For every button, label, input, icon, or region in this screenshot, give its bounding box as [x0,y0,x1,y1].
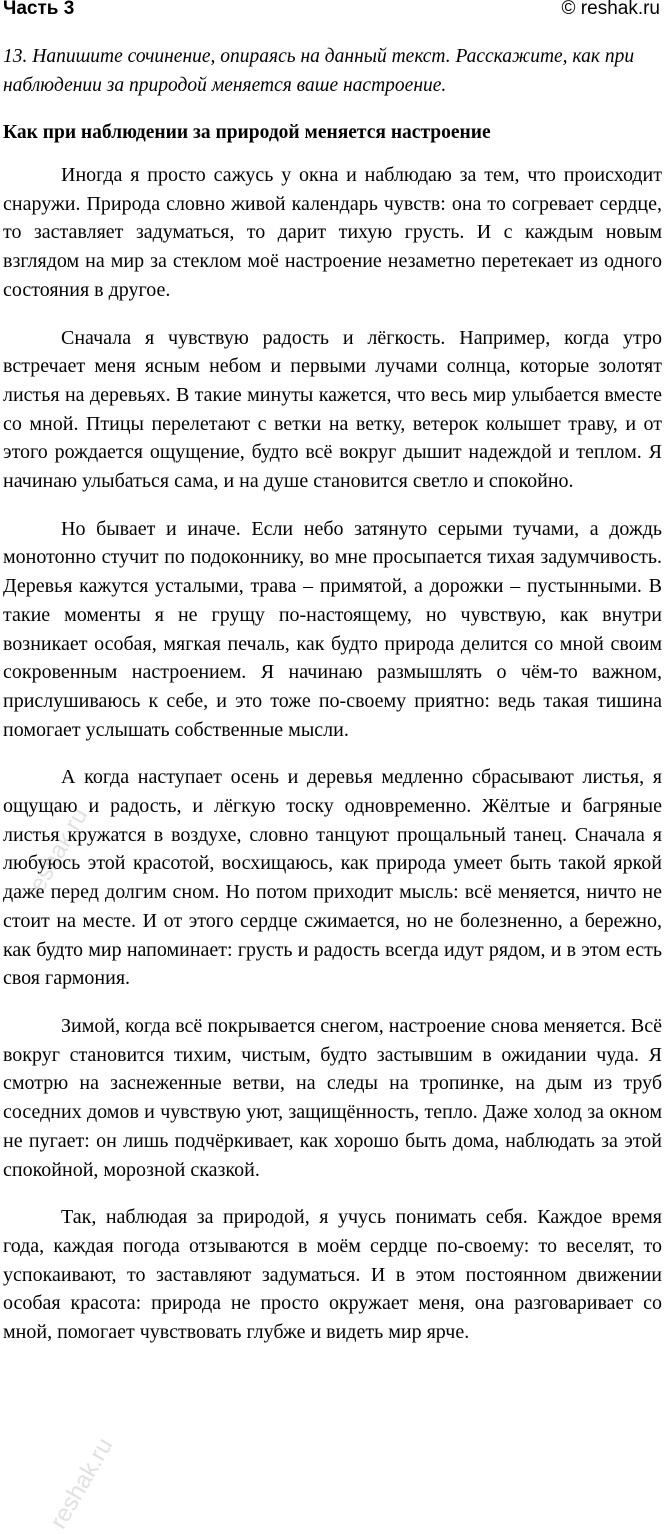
watermark-2: reshak.ru [45,1433,119,1534]
paragraph-6: Так, наблюдая за природой, я учусь понимать себя. Каждое время года, каждая погода отзываются в моём сердце по-своему: то веселят, то успокаивают, то заставляют задуматься. И в этом постоянном движении особая красота: природа не просто окружает меня, она разговаривает со мной, помогает чувствовать глубже и видеть мир ярче. [3,1206,662,1344]
paragraph-3: Но бывает и иначе. Если небо затянуто серыми тучами, а дождь монотонно стучит по подоконнику, во мне просыпается тихая задумчивость. Деревья кажутся усталыми, трава – примятой, а дорожки – пустынными. В такие моменты я не грущу по-настоящему, но чувствую, как внутри возникает особая, мягкая печаль, как будто природа делится со мной своим сокровенным настроением. Я начинаю размышлять о чём-то важном, прислушиваюсь к себе, и это тоже по-своему приятно: ведь такая тишина помогает услышать собственные мысли. [3,517,662,741]
site-copyright: © reshak.ru [561,0,660,19]
paragraph-4: А когда наступает осень и деревья медленно сбрасывают листья, я ощущаю и радость, и лёгкую тоску одновременно. Жёлтые и багряные листья кружатся в воздухе, словно танцуют прощальный танец. Сначала я любуюсь этой красотой, восхищаюсь, как природа умеет быть такой яркой даже перед долгим сном. Но потом приходит мысль: всё меняется, ничто не стоит на месте. И от этого сердце сжимается, но не болезненно, а бережно, как будто мир напоминает: грусть и радость всегда идут рядом, и в этом есть своя гармония. [3,766,662,990]
paragraph-2: Сначала я чувствую радость и лёгкость. Например, когда утро встречает меня ясным небом и первыми лучами солнца, которые золотят листья на деревьях. В такие минуты кажется, что весь мир улыбается вместе со мной. Птицы перелетают с ветки на ветку, ветерок колышет траву, и от этого рождается ощущение, будто всё вокруг дышит надеждой и теплом. Я начинаю улыбаться сама, и на душе становится светло и спокойно. [3,326,662,493]
page-header [0,0,665,22]
paragraph-5: Зимой, когда всё покрывается снегом, настроение снова меняется. Всё вокруг становится тихим, чистым, будто застывшим в ожидании чуда. Я смотрю на заснеженные ветви, на следы на тропинке, на дым из труб соседних домов и чувствую уют, защищённость, тепло. Даже холод за окном не пугает: он лишь подчёркивает, как хорошо быть дома, наблюдать за этой спокойной, морозной сказкой. [3,1014,662,1181]
essay-title: Как при наблюдении за природой меняется настроение [3,122,491,143]
paragraph-1: Иногда я просто сажусь у окна и наблюдаю за тем, что происходит снаружи. Природа словно живой календарь чувств: она то согревает сердце, то заставляет задуматься, то дарит тихую грусть. И с каждым новым взглядом на мир за стеклом моё настроение незаметно перетекает из одного состояния в другое. [3,164,662,301]
essay-body [3,161,662,1366]
part-title: Часть 3 [3,0,75,19]
task-prompt: 13. Напишите сочинение, опираясь на данный текст. Расскажите, как при наблюдении за природой меняется ваше настроение. [3,46,635,96]
watermark-1: reshak.ru [20,803,94,904]
